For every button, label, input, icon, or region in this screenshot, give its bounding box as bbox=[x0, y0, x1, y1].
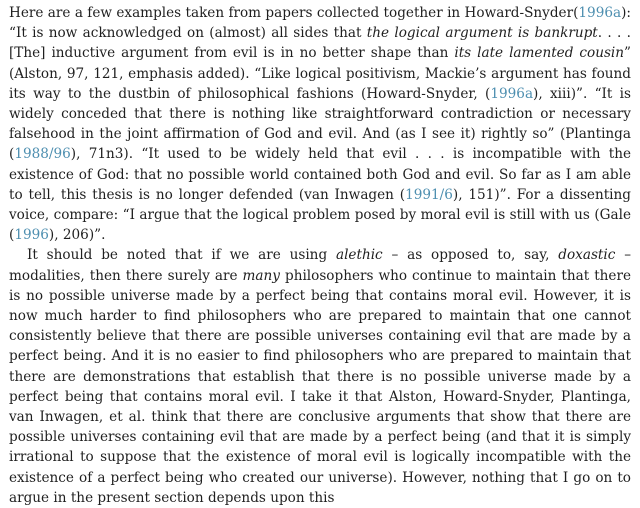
emphasized-text: its late lamented cousin bbox=[454, 45, 625, 62]
text-run: – as opposed to, say, bbox=[382, 247, 559, 264]
text-run: ), 206)”. bbox=[48, 227, 106, 244]
paper-page bbox=[9, 3, 631, 508]
text-run: It should be noted that if we are using bbox=[27, 247, 336, 264]
text-run: ), 151)”. For a dissenting voice, compare: “I argue that the logical problem posed by moral evil is still with us (Gale ( bbox=[9, 186, 631, 244]
citation-year-link[interactable]: 1996 bbox=[14, 227, 49, 244]
citation-year-link[interactable]: 1988/96 bbox=[14, 146, 71, 163]
citation-year-link[interactable]: 1996a bbox=[578, 5, 622, 21]
text-run: – modalities, then there surely are bbox=[9, 247, 631, 284]
body-paragraph bbox=[9, 245, 631, 508]
text-run: ), xiii)”. “It is widely conceded that there is nothing like straightforward contradiction or necessary falsehood in the joint affirmation of God and evil. And (as I see it) rightly so” (Plantinga ( bbox=[9, 85, 631, 163]
text-run: . . . . [The] inductive argument from evil is in no better shape than bbox=[9, 25, 631, 62]
citation-year-link[interactable]: 1996a bbox=[490, 85, 534, 102]
emphasized-text: many bbox=[242, 267, 280, 284]
text-run: ), 71n3). “It used to be widely held that evil . . . is incompatible with the existence of God: that no possible world contained both God and evil. So far as I am able to tell, this thesis is no longer defended (van Inwagen ( bbox=[9, 146, 631, 203]
emphasized-text: the logical argument is bankrupt bbox=[366, 25, 598, 42]
citation-year-link[interactable]: 1991/6 bbox=[405, 186, 453, 203]
footnote-paragraph bbox=[9, 3, 631, 245]
emphasized-text: alethic bbox=[335, 247, 383, 264]
text-run: Here are a few examples taken from papers collected together in Howard-Snyder( bbox=[9, 5, 579, 21]
emphasized-text: doxastic bbox=[558, 247, 616, 264]
text-run: ” (Alston, 97, 121, emphasis added). “Like logical positivism, Mackie’s argument has found its way to the dustbin of philosophical fashions (Howard-Snyder, ( bbox=[9, 45, 631, 102]
text-run: philosophers who continue to maintain that there is no possible universe made by a perfect being that contains moral evil. However, it is now much harder to find philosophers who are prepared to maintain that one cannot consistently believe that there are possible universes containing evil that are made by a perfect being. And it is no easier to find philosophers who are prepared to maintain that there are demonstrations that establish that there is no possible universe made by a perfect being that contains moral evil. I take it that Alston, Howard-Snyder, Plantinga, van Inwagen, et al. think that there are conclusive arguments that show that there are possible universes containing evil that are made by a perfect being (and that it is simply irrational to suppose that the existence of moral evil is logically incompatible with the existence of a perfect being who created our universe). However, nothing that I go on to argue in the present section depends upon this bbox=[9, 267, 632, 506]
text-run: ): “It is now acknowledged on (almost) all sides that bbox=[9, 5, 631, 42]
